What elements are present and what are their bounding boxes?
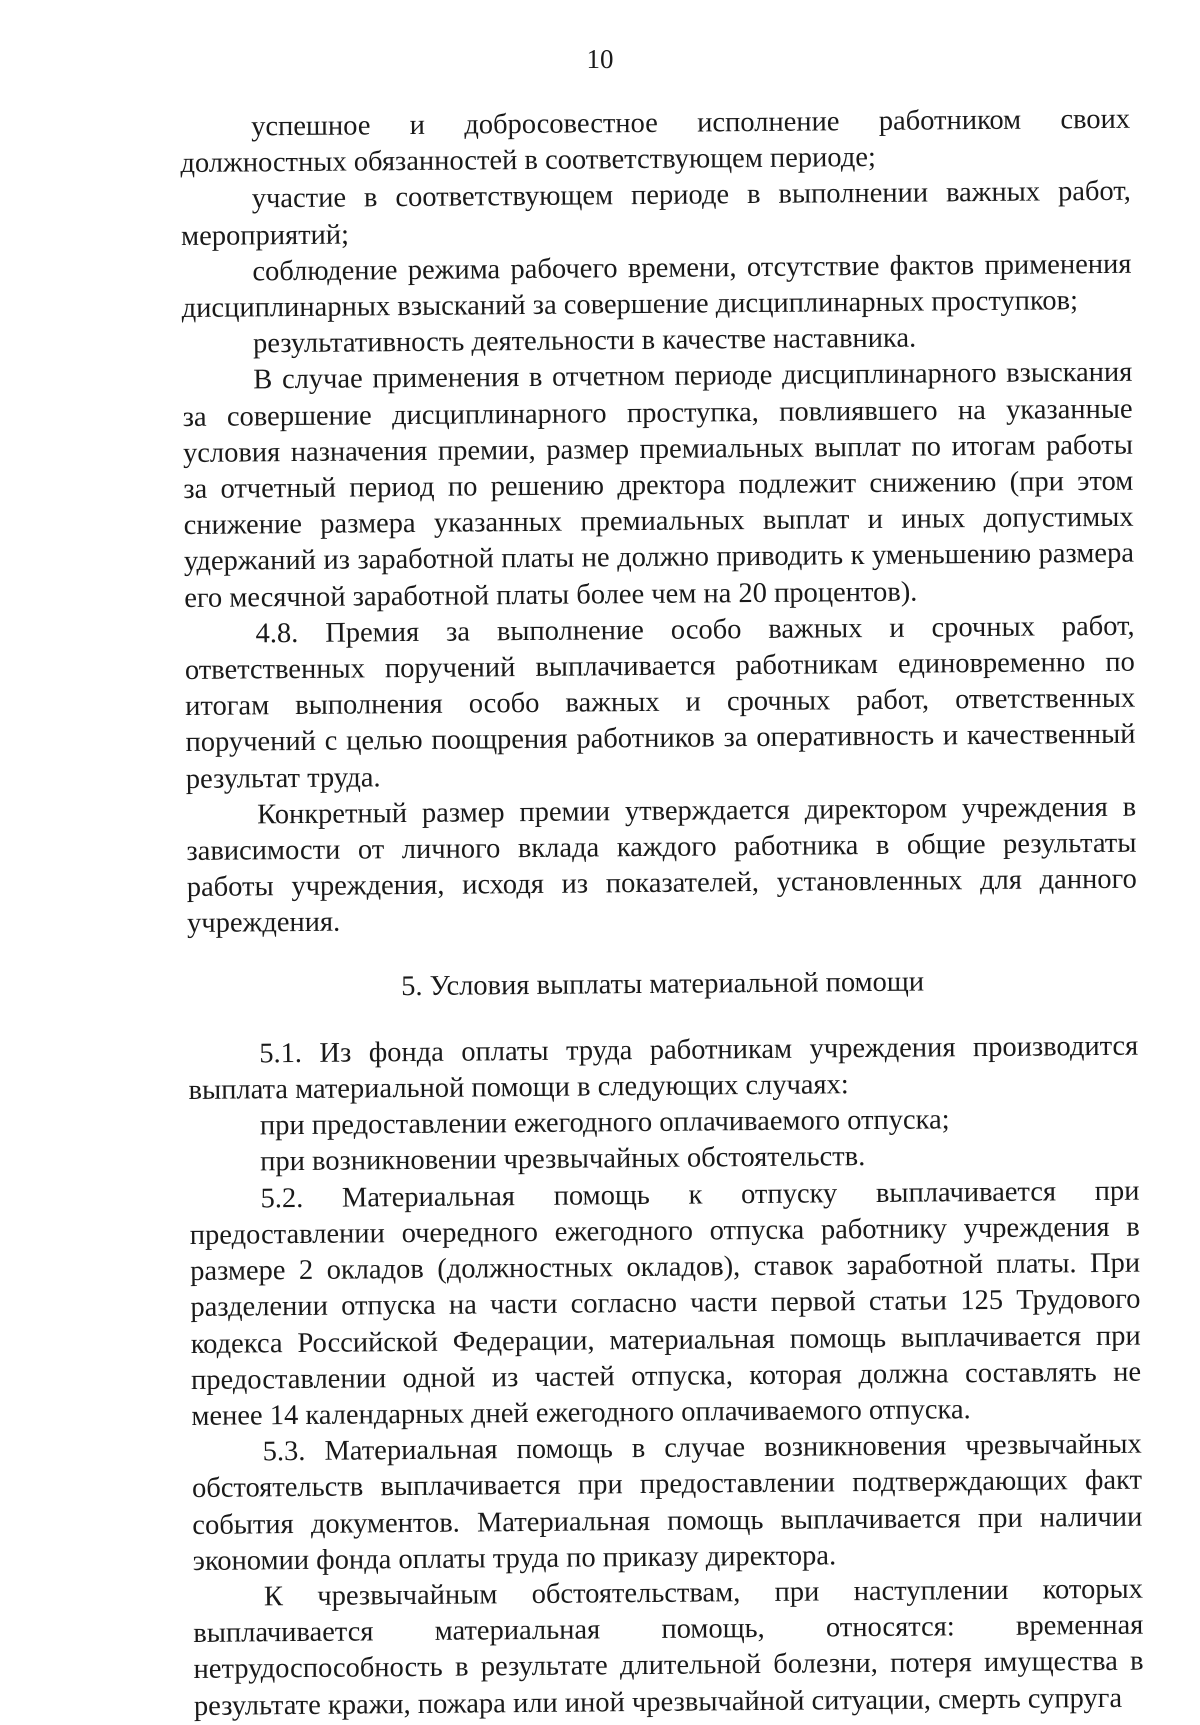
criterion-conscientious-performance: успешное и добросовестное исполнение работником своих должностных обязанностей в соответствующем периоде; bbox=[180, 103, 1131, 180]
page-number: 10 bbox=[586, 44, 614, 74]
paragraph-5-2: 5.2. Материальная помощь к отпуску выплачивается при предоставлении очередного ежегодного отпуска работнику учреждения в размере 2 окладов (должностных окладов), ставок заработной платы. При разделении отпуска на части согласно части первой статьи 125 Трудового кодекса Российской Федерации, материальная помощь выплачивается при предоставлении одной из частей отпуска, которая должна составлять не менее 14 календарных дней ежегодного оплачиваемого отпуска. bbox=[189, 1175, 1142, 1432]
paragraph-5-3: 5.3. Материальная помощь в случае возникновения чрезвычайных обстоятельств выплачивается при предоставлении подтверждающих факт события документов. Материальная помощь выплачивается при наличии экономии фонда оплаты труда по приказу директора. bbox=[191, 1428, 1143, 1577]
criterion-work-schedule-compliance: соблюдение режима рабочего времени, отсутствие фактов применения дисциплинарных взысканий за совершение дисциплинарных проступков; bbox=[181, 248, 1132, 325]
paragraph-4-8: 4.8. Премия за выполнение особо важных и срочных работ, ответственных поручений выплачивается работникам единовременно по итогам выполнения особо важных и срочных работ, ответственных поручений с целью поощрения работников за оперативность и качественный результат труда. bbox=[184, 610, 1136, 795]
paragraph-5-1: 5.1. Из фонда оплаты труда работникам учреждения производится выплата материальной помощи в следующих случаях: bbox=[188, 1030, 1139, 1107]
document-body bbox=[180, 102, 1144, 1725]
paragraph-emergency-list: К чрезвычайным обстоятельствам, при наступлении которых выплачивается материальная помощь, относятся: временная нетрудоспособность в результате длительной болезни, потеря имущества в результате кражи, пожара или иной чрезвычайной ситуации, смерть супруга bbox=[193, 1573, 1144, 1722]
paragraph-bonus-amount: Конкретный размер премии утверждается директором учреждения в зависимости от личного вклада каждого работника в общие результаты работы учреждения, исходя из показателей, установленных для данного учреждения. bbox=[186, 791, 1137, 940]
case-annual-leave: при предоставлении ежегодного оплачиваемого отпуска; bbox=[259, 1104, 950, 1142]
criterion-mentoring-results: результативность деятельности в качестве наставника. bbox=[252, 322, 917, 360]
section-5-heading: 5. Условия выплаты материальной помощи bbox=[401, 966, 925, 1002]
criterion-important-work-participation: участие в соответствующем периоде в выполнении важных работ, мероприятий; bbox=[180, 176, 1131, 252]
paragraph-disciplinary-reduction: В случае применения в отчетном периоде дисциплинарного взыскания за совершение дисциплинарного проступка, повлиявшего на указанные условия назначения премии, размер премиальных выплат по итогам работы за отчетный период по решению дректора подлежит снижению (при этом снижение размера указанных премиальных выплат и иных допустимых удержаний из заработной платы не должно приводить к уменьшению размера его месячной заработной платы более чем на 20 процентов). bbox=[182, 357, 1135, 614]
case-emergency: при возникновении чрезвычайных обстоятельств. bbox=[260, 1141, 866, 1178]
